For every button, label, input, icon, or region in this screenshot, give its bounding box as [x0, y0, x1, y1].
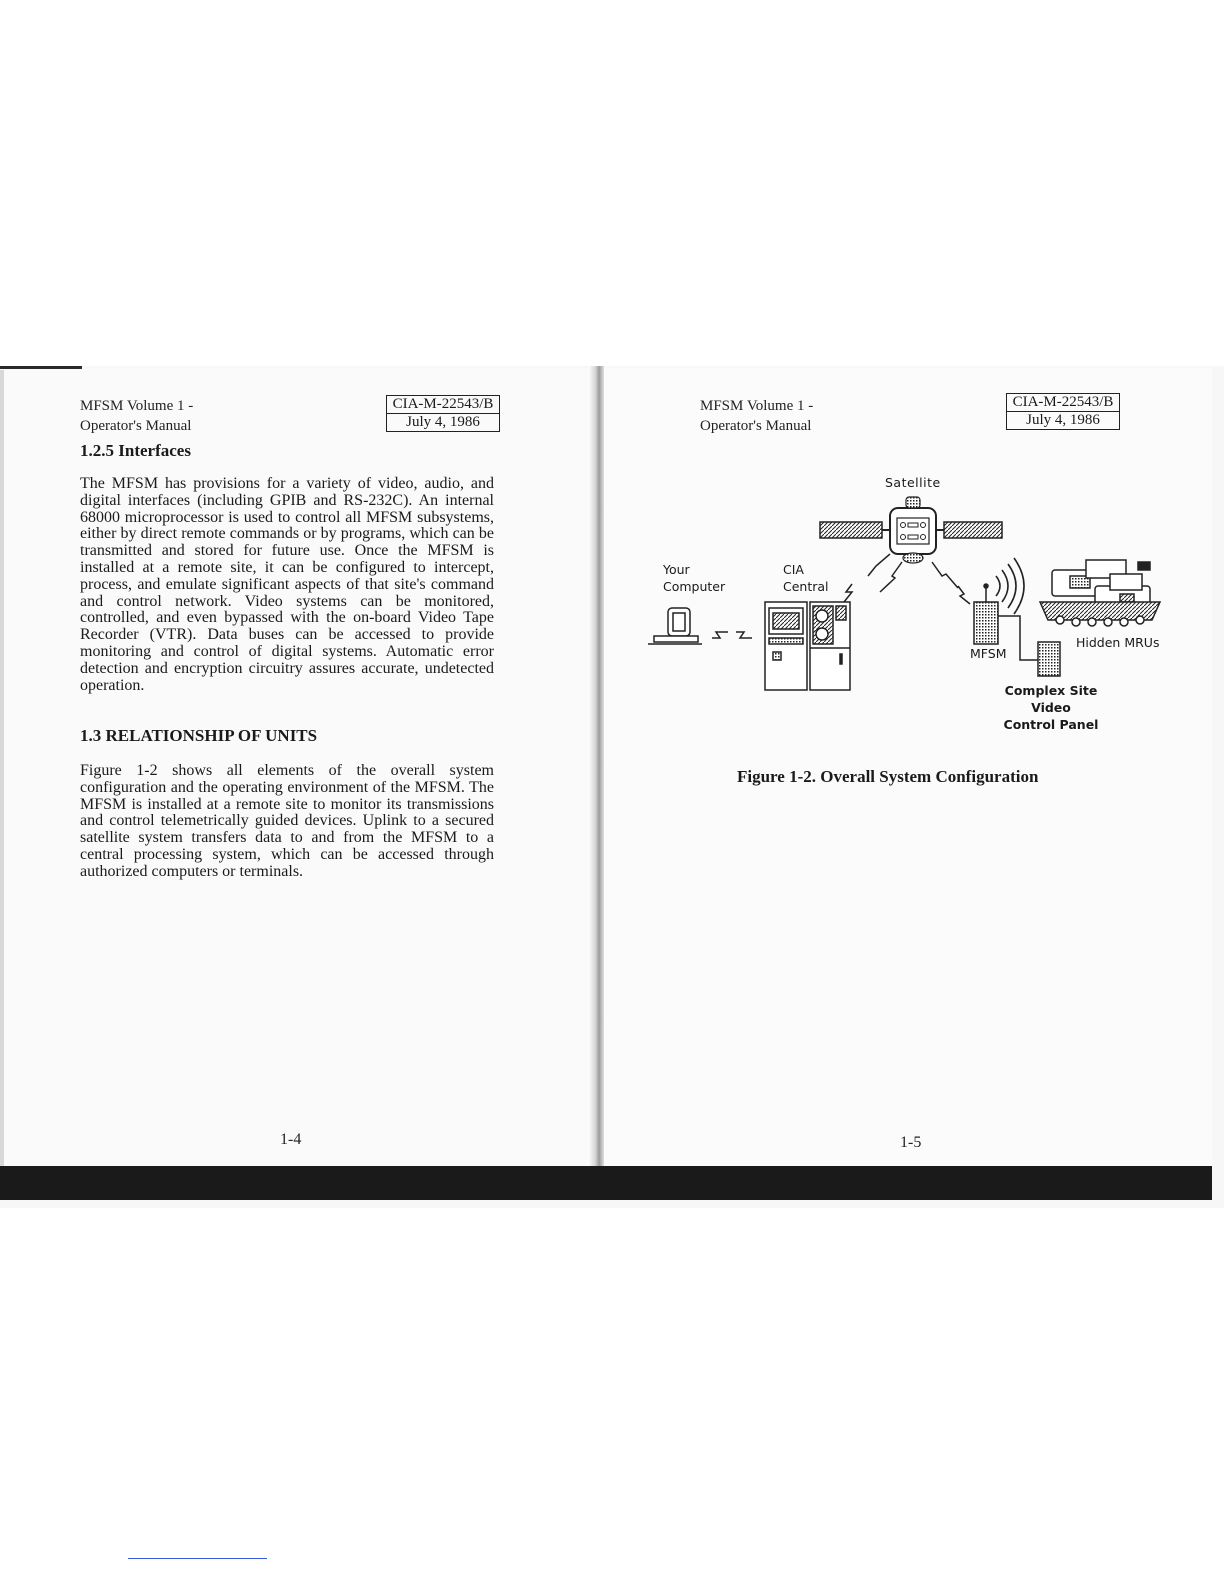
label-your-line2: Computer: [663, 579, 726, 594]
right-doc-id-box: [1006, 393, 1120, 430]
book-gutter: [588, 366, 604, 1176]
left-header-title: [80, 396, 193, 436]
label-your-computer: [663, 561, 725, 595]
header-title-line2: Operator's Manual: [80, 418, 192, 434]
header-title-line2: Operator's Manual: [700, 418, 812, 434]
section-body-relationship: Figure 1-2 shows all elements of the overall system configuration and the operating environment of the MFSM. The MFSM is installed at a remote site to monitor its transmissions and control telemetrically guided devices. Uplink to a secured satellite system transfers data to and from the MFSM to a central processing system, which can be accessed through authorized computers or terminals.: [80, 762, 494, 880]
doc-date: July 4, 1986: [1007, 411, 1119, 429]
label-panel-line1: Complex Site Video: [1004, 683, 1098, 715]
radio-waves-icon: [996, 558, 1024, 614]
doc-number: CIA-M-22543/B: [392, 396, 494, 412]
label-video-control-panel: [986, 682, 1116, 733]
doc-date: July 4, 1986: [387, 413, 499, 431]
top-rule: [0, 366, 82, 369]
label-satellite: Satellite: [885, 475, 941, 490]
figure-caption: Figure 1-2. Overall System Configuration: [737, 767, 1039, 786]
label-your-line1: Your: [663, 562, 690, 577]
label-cia-line2: Central: [783, 579, 829, 594]
left-doc-id-box: [386, 395, 500, 432]
doc-number: CIA-M-22543/B: [1012, 394, 1114, 410]
hidden-mrus-icon: [1040, 560, 1160, 626]
label-cia-line1: CIA: [783, 562, 804, 577]
satellite-icon: [820, 497, 1002, 563]
scan-artifact-line: [128, 1558, 267, 1559]
page-edge: [0, 370, 4, 1170]
header-title-line1: MFSM Volume 1 -: [700, 398, 814, 414]
label-panel-line2: Control Panel: [1003, 717, 1099, 732]
scan-bottom-edge: [0, 1166, 1212, 1200]
computer-icon: [648, 608, 752, 644]
right-header-title: [700, 396, 813, 436]
mfsm-unit-icon: [974, 584, 1060, 676]
label-mfsm: MFSM: [970, 646, 1007, 661]
section-body-interfaces: The MFSM has provisions for a variety of video, audio, and digital interfaces (including GPIB and RS-232C). An internal 68000 microprocessor is used to control all MFSM subsystems, either by direct remote commands or by programs, which can be transmitted and stored for future use. Once the MFSM is installed at a remote site, it can be configured to intercept, process, and emulate significant aspects of that site's command and control network. Video systems can be monitored, controlled, and even bypassed with the on-board Video Tape Recorder (VTR). Data buses can be accessed to provide monitoring and control of digital systems. Automatic error detection and encryption circuitry assures accurate, undetected operation.: [80, 475, 494, 694]
header-title-line1: MFSM Volume 1 -: [80, 398, 194, 414]
label-cia-central: [783, 561, 829, 595]
section-heading-interfaces: 1.2.5 Interfaces: [80, 441, 191, 460]
mainframe-icon: [765, 602, 850, 690]
page-number-left: 1-4: [280, 1131, 302, 1148]
section-heading-relationship: 1.3 RELATIONSHIP OF UNITS: [80, 726, 318, 745]
label-hidden-mrus: Hidden MRUs: [1076, 635, 1160, 650]
page-number-right: 1-5: [900, 1134, 922, 1151]
